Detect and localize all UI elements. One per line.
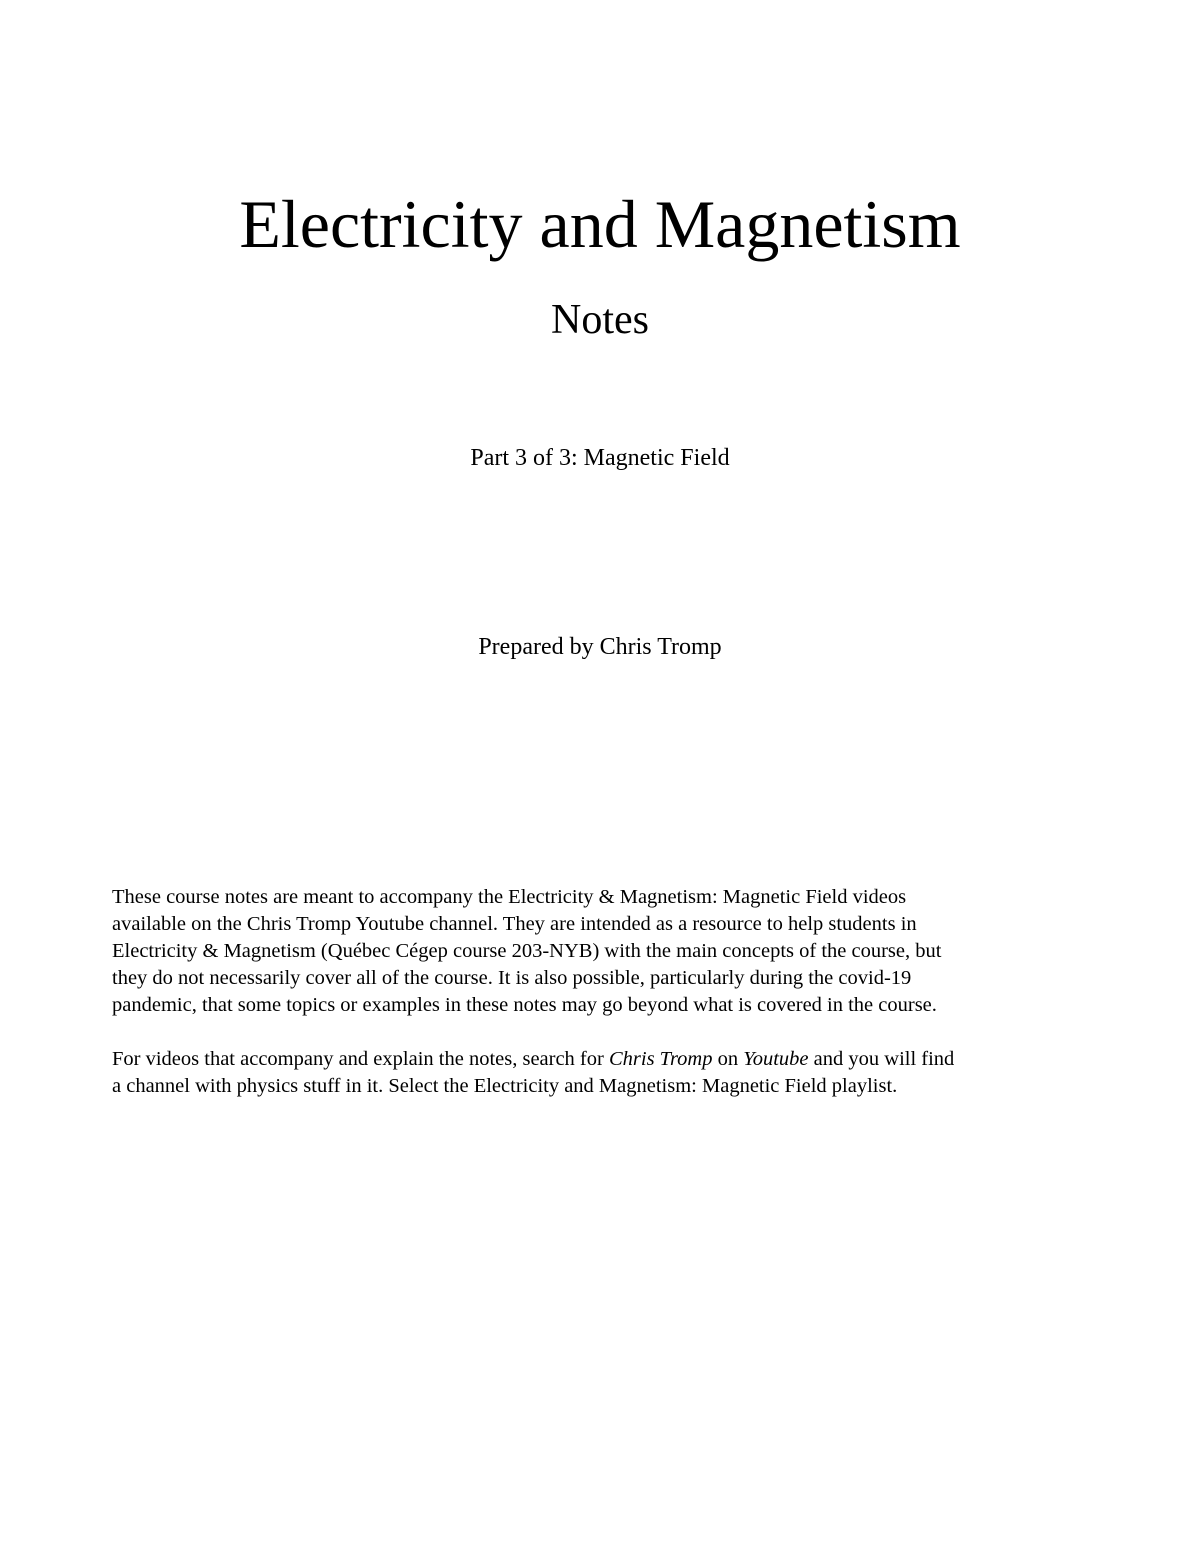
intro-line: pandemic, that some topics or examples in these notes may go beyond what is covered in the course. xyxy=(112,994,937,1016)
videos-text: For videos that accompany and explain the notes, search for xyxy=(112,1048,609,1070)
intro-line: These course notes are meant to accompany the Electricity & Magnetism: Magnetic Field videos xyxy=(112,886,907,908)
videos-line xyxy=(112,1046,1102,1073)
channel-name: Chris Tromp xyxy=(608,1048,713,1070)
videos-line: a channel with physics stuff in it. Select the Electricity and Magnetism: Magnetic Field playlist. xyxy=(112,1075,898,1097)
videos-text: on xyxy=(712,1048,744,1070)
document-title: Electricity and Magnetism xyxy=(239,186,961,262)
author-credit: Prepared by Chris Tromp xyxy=(478,634,722,660)
intro-line: they do not necessarily cover all of the course. It is also possible, particularly during the covid-19 xyxy=(112,967,912,989)
document-subtitle: Notes xyxy=(551,297,649,343)
intro-paragraph xyxy=(112,884,1102,1019)
intro-line: Electricity & Magnetism (Québec Cégep course 203-NYB) with the main concepts of the course, but xyxy=(112,940,942,962)
intro-line: available on the Chris Tromp Youtube channel. They are intended as a resource to help students in xyxy=(112,913,917,935)
videos-paragraph xyxy=(112,1046,1102,1100)
videos-text: and you will find xyxy=(808,1048,955,1070)
part-label: Part 3 of 3: Magnetic Field xyxy=(470,445,730,471)
platform-name: Youtube xyxy=(743,1048,809,1070)
